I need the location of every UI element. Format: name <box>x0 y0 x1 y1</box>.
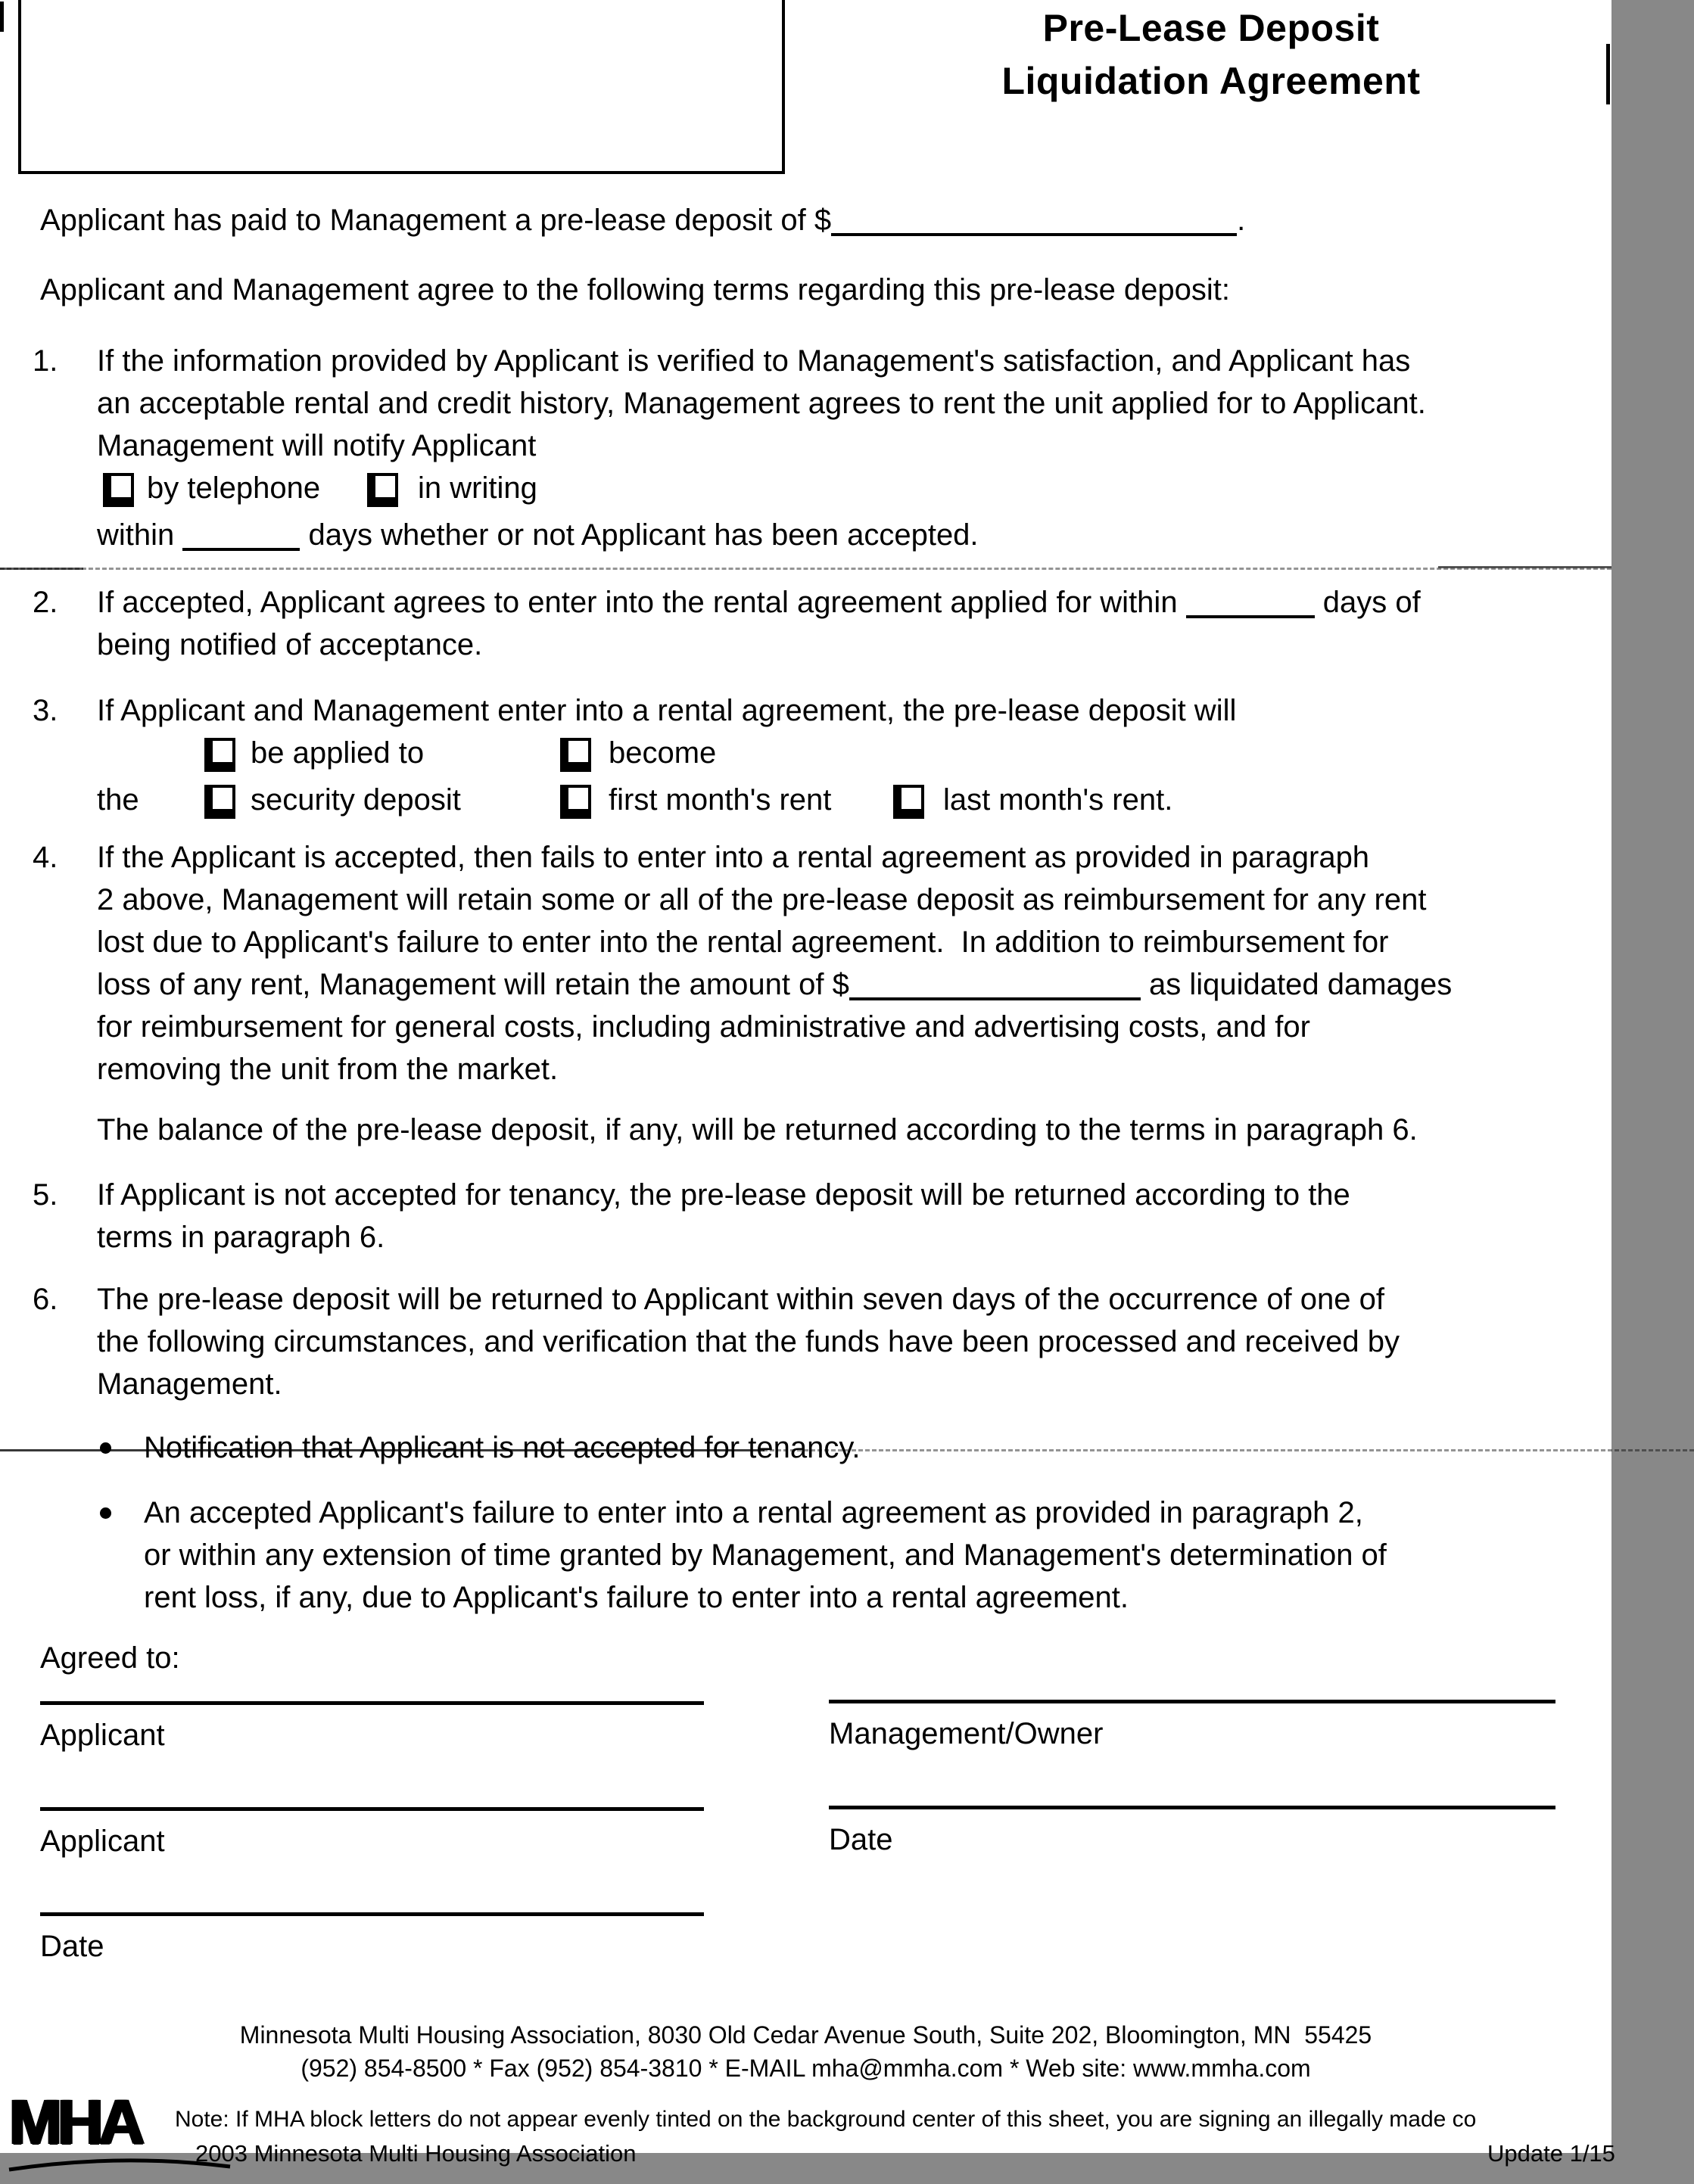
notify-method-options <box>97 467 1611 514</box>
mha-logo: MHA <box>9 2086 141 2158</box>
accept-days-line <box>97 581 1611 624</box>
applicant-signature-line <box>40 1701 704 1705</box>
liquidated-amount-line <box>97 963 1611 1006</box>
applicant2-signature-line <box>40 1807 704 1811</box>
page-title-line2: Liquidation Agreement <box>1001 60 1421 102</box>
clause-6-number: 6. <box>33 1283 58 1316</box>
document-body <box>33 199 1611 1679</box>
row2-lead-text: the <box>97 783 139 817</box>
bullet-icon <box>100 1507 111 1519</box>
footer-contact-line: (952) 854-8500 * Fax (952) 854-3810 * E-MAIL mha@mmha.com * Web site: www.mmha.com <box>300 2055 1311 2082</box>
clause-1: 1. If the information provided by Applicant is verified to Management's satisfaction, and Applicant has an acceptable rental and credit history, Management agrees to rent the unit applied for to Applicant. Management will notify Applicant by telephone in writing within days whether or not Applicant has been accepted. <box>40 340 1611 556</box>
liquidated-amount-blank <box>849 997 1141 1000</box>
clause-5: 5. If Applicant is not accepted for tenancy, the pre-lease deposit will be returned according to the terms in paragraph 6. <box>40 1174 1611 1258</box>
footer-copyright-line: 2003 Minnesota Multi Housing Association <box>195 2140 637 2167</box>
agreed-to-label: Agreed to: <box>40 1641 180 1675</box>
management-signature-line <box>829 1700 1555 1703</box>
applicant2-signature-label: Applicant <box>40 1825 165 1858</box>
bullet-icon <box>100 1442 111 1454</box>
option-become: become <box>609 736 717 770</box>
clause-3-number: 3. <box>33 694 58 727</box>
checkbox-icon <box>204 738 235 772</box>
checkbox-icon <box>560 785 591 819</box>
accept-days-blank <box>1186 615 1315 618</box>
clause-4-number: 4. <box>33 841 58 874</box>
management-date-label: Date <box>829 1823 893 1856</box>
clause-1-number: 1. <box>33 344 58 378</box>
terms-intro-sentence: Applicant and Management agree to the following terms regarding this pre-lease deposit: <box>40 273 1231 306</box>
management-signature-label: Management/Owner <box>829 1717 1104 1750</box>
deposit-amount-blank <box>831 233 1237 236</box>
management-info-box <box>18 0 785 174</box>
signature-section <box>40 1699 1611 2017</box>
deposit-application-options-row1 <box>97 732 1611 779</box>
option-first-months-rent: first month's rent <box>609 783 832 817</box>
management-date-line <box>829 1806 1555 1809</box>
deposit-paid-sentence <box>40 199 1611 241</box>
clause-2: 2. If accepted, Applicant agrees to enter into the rental agreement applied for within days of being notified of acceptance. <box>40 581 1611 666</box>
clause-6: 6. The pre-lease deposit will be returned to Applicant within seven days of the occurrence of one of the following circumstances, and verification that the funds have been processed and received by Management. <box>40 1278 1611 1405</box>
clause-3: 3. If Applicant and Management enter into a rental agreement, the pre-lease deposit will be applied to become the security deposit first month's rent last month's rent. <box>40 689 1611 826</box>
clause-4: 4. If the Applicant is accepted, then fails to enter into a rental agreement as provided in paragraph 2 above, Management will retain some or all of the pre-lease deposit as reimbursement for any rent lost due to Applicant's failure to enter into the rental agreement. In addition to reimbursement for loss of any rent, Management will retain the amount of $ as liquidated damages for reimbursement for general costs, including administrative and advertising costs, and for removing the unit from the market. <box>40 836 1611 1090</box>
amount-suffix-text: as liquidated damages <box>1140 968 1453 1001</box>
applicant-signature-label: Applicant <box>40 1719 165 1752</box>
scan-speck <box>0 2 4 32</box>
checkbox-icon <box>204 785 235 819</box>
within-text: within <box>97 518 183 552</box>
option-last-months-rent: last month's rent. <box>943 783 1173 817</box>
option-in-writing: in writing <box>418 471 537 505</box>
notify-days-line <box>97 514 1611 556</box>
deposit-paid-line <box>40 199 1611 241</box>
bullet-failure-to-enter: An accepted Applicant's failure to enter into a rental agreement as provided in paragraph 2, or within any extension of time granted by Management, and Management's determination of rent loss, if any, due to Applicant's failure to enter into a rental agreement. <box>40 1492 1611 1619</box>
deposit-application-options-row2 <box>97 779 1611 826</box>
deposit-paid-text: Applicant has paid to Management a pre-lease deposit of $ <box>40 204 832 237</box>
clause-2-number: 2. <box>33 586 58 619</box>
checkbox-icon <box>367 473 398 507</box>
within-suffix-text: days whether or not Applicant has been accepted. <box>300 518 979 552</box>
footer-update-line: Update 1/15 <box>1487 2140 1615 2167</box>
scan-speck <box>1606 44 1610 104</box>
option-by-telephone: by telephone <box>147 471 321 505</box>
page-title <box>901 2 1521 107</box>
checkbox-icon <box>103 473 134 507</box>
option-be-applied-to: be applied to <box>251 736 425 770</box>
footer-org-line: Minnesota Multi Housing Association, 8030 Old Cedar Avenue South, Suite 202, Bloomington, MN 55425 <box>239 2021 1372 2049</box>
deposit-paid-period: . <box>1237 204 1246 237</box>
checkbox-icon <box>893 785 924 819</box>
balance-paragraph: The balance of the pre-lease deposit, if any, will be returned according to the terms in paragraph 6. <box>97 1113 1418 1146</box>
page-title-line1: Pre-Lease Deposit <box>1042 7 1380 49</box>
applicant-date-line <box>40 1912 704 1916</box>
applicant-date-label: Date <box>40 1930 104 1963</box>
footer-note-line: Note: If MHA block letters do not appear evenly tinted on the background center of this sheet, you are signing an illegally made co <box>175 2107 1477 2132</box>
scan-artifact-line <box>0 1449 764 1451</box>
checkbox-icon <box>560 738 591 772</box>
amount-text: loss of any rent, Management will retain the amount of $ <box>97 968 849 1001</box>
clause-5-number: 5. <box>33 1178 58 1212</box>
scan-artifact-line <box>763 1449 1694 1451</box>
clause-2-text-end: days of <box>1314 586 1421 619</box>
clause-2-text: If accepted, Applicant agrees to enter into the rental agreement applied for within <box>97 586 1186 619</box>
bullet-not-accepted: Notification that Applicant is not accepted for tenancy. <box>40 1426 1611 1469</box>
option-security-deposit: security deposit <box>251 783 461 817</box>
notify-days-blank <box>182 548 300 551</box>
